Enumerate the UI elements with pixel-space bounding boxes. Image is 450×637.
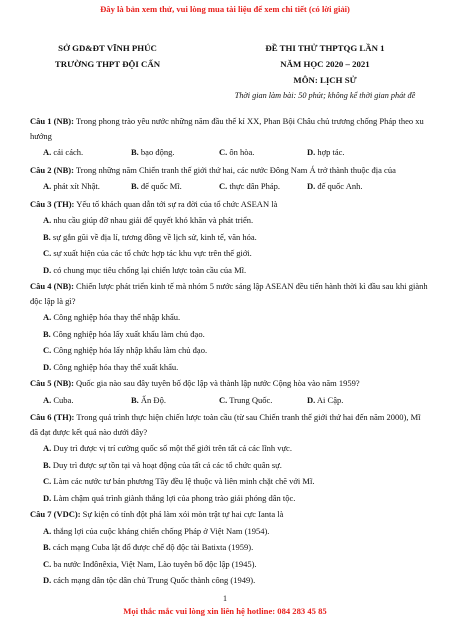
option-letter: B. <box>43 542 51 552</box>
question-number: Câu 1 (NB): <box>30 116 74 126</box>
bottom-banner: Mọi thắc mắc vui lòng xin liên hệ hotline: 084 283 45 85 <box>123 606 327 616</box>
option-text: hợp tác. <box>317 147 345 157</box>
option-letter: B. <box>43 231 51 242</box>
answer-option <box>307 179 395 194</box>
question-text <box>30 197 430 212</box>
department-name: SỞ GD&ĐT VĨNH PHÚC <box>58 43 157 53</box>
answer-option <box>43 393 131 408</box>
option-letter: D. <box>307 147 316 157</box>
option-letter: B. <box>43 459 51 470</box>
answer-options-row <box>30 393 430 408</box>
option-text: bạo động. <box>140 147 175 157</box>
option-letter: C. <box>43 558 52 569</box>
option-letter: C. <box>219 147 228 157</box>
answer-option <box>30 263 430 278</box>
option-letter: D. <box>43 575 52 585</box>
time-note: Thời gian làm bài: 50 phút; không kể thời gian phát đề <box>234 91 416 100</box>
subject: MÔN: LỊCH SỬ <box>293 75 357 85</box>
question-text <box>30 279 430 308</box>
answer-option <box>30 474 430 489</box>
option-letter: D. <box>43 361 52 372</box>
answer-option <box>30 458 430 473</box>
question-number: Câu 5 (NB): <box>30 378 74 388</box>
option-text: Duy trì được sự tồn tại và hoạt động của tất cả các tổ chức quân sự. <box>52 459 282 470</box>
question-number: Câu 3 (TH): <box>30 198 75 209</box>
answer-option <box>30 491 430 506</box>
option-text: đế quốc Mĩ. <box>140 181 182 191</box>
option-letter: B. <box>43 328 51 339</box>
answer-option <box>30 360 430 375</box>
answer-options-row <box>30 179 430 194</box>
answer-option <box>30 230 430 245</box>
option-text: phát xít Nhật. <box>53 181 100 191</box>
page-number: 1 <box>223 594 227 603</box>
option-text: Trung Quốc. <box>229 394 273 405</box>
option-text: sự gắn gũi về địa lí, tương đồng về lịch sử, kinh tế, văn hóa. <box>52 231 257 242</box>
option-letter: A. <box>43 147 52 157</box>
question-body: Trong phong trào yêu nước những năm đầu thế kỉ XX, Phan Bội Châu chủ trương chống Pháp theo xu hướng <box>30 116 424 141</box>
answer-option <box>30 573 430 588</box>
option-text: Công nghiệp hóa thay thế xuất khẩu. <box>53 361 179 372</box>
answer-option <box>30 343 430 358</box>
answer-option <box>307 393 395 408</box>
question-body: Chiến lược phát triển kinh tế mà nhóm 5 nước sáng lập ASEAN đều tiến hành thời kì đầu sau khi giành độc lập là gì? <box>30 281 428 306</box>
answer-option <box>30 540 430 555</box>
question-body: Trong quá trình thực hiện chiến lược toàn cầu (từ sau Chiến tranh thế giới thứ hai đến năm 2000), Mĩ đã đạt được kết quả nào dưới đây? <box>30 412 421 437</box>
option-letter: D. <box>43 264 52 275</box>
option-text: Duy trì được vị trí cường quốc số một thế giới trên tất cả các lĩnh vực. <box>53 443 292 453</box>
exam-header <box>0 40 450 110</box>
answer-option <box>30 327 430 342</box>
question-text <box>30 114 430 143</box>
option-letter: C. <box>219 181 228 191</box>
option-text: Công nghiệp hóa thay thế nhập khẩu. <box>53 312 181 322</box>
option-letter: A. <box>43 525 52 536</box>
option-letter: D. <box>43 492 52 503</box>
exam-info <box>205 40 445 104</box>
option-letter: B. <box>131 147 139 157</box>
question-body: Sự kiện có tính đột phá làm xói mòn trật tự hai cực Ianta là <box>82 509 284 519</box>
option-text: ba nước Inđônêxia, Việt Nam, Lào tuyên bố độc lập (1945). <box>53 558 257 569</box>
answer-option <box>30 441 430 456</box>
question-body: Yếu tố khách quan dẫn tới sự ra đời của tổ chức ASEAN là <box>76 198 278 209</box>
answer-option <box>43 179 131 194</box>
option-letter: D. <box>307 181 316 191</box>
answer-option <box>30 557 430 572</box>
option-text: cách mạng Cuba lật đổ được chế độ độc tài Batixta (1959). <box>52 542 254 552</box>
option-text: đế quốc Anh. <box>317 181 363 191</box>
option-letter: A. <box>43 443 52 453</box>
option-letter: A. <box>43 394 52 405</box>
answer-option <box>30 246 430 261</box>
option-text: thực dân Pháp. <box>229 181 281 191</box>
option-text: Ai Cập. <box>316 394 344 405</box>
exam-title: ĐỀ THI THỬ THPTQG LẦN 1 <box>265 43 385 53</box>
answer-option <box>219 179 307 194</box>
option-text: Ấn Độ. <box>140 394 166 405</box>
option-letter: A. <box>43 215 52 225</box>
school-info <box>0 40 215 72</box>
answer-option <box>219 145 307 160</box>
option-text: Công nghiệp hóa lấy nhập khẩu làm chủ đạo. <box>53 345 208 355</box>
option-letter: A. <box>43 312 52 322</box>
option-letter: B. <box>131 181 139 191</box>
option-text: thắng lợi của cuộc kháng chiến chống Pháp ở Việt Nam (1954). <box>53 525 270 536</box>
option-text: cải cách. <box>53 147 84 157</box>
question-number: Câu 6 (TH): <box>30 412 75 422</box>
question-body: Trong những năm Chiến tranh thế giới thứ hai, các nước Đông Nam Á trở thành thuộc địa của <box>75 164 396 175</box>
option-text: Cuba. <box>53 394 74 405</box>
answer-option <box>307 145 395 160</box>
option-letter: C. <box>43 476 52 486</box>
question-body: Quốc gia nào sau đây tuyên bố độc lập và thành lập nước Cộng hòa vào năm 1959? <box>76 378 360 388</box>
school-name: TRƯỜNG THPT ĐỘI CẤN <box>54 59 161 69</box>
question-number: Câu 2 (NB): <box>30 164 74 175</box>
option-letter: C. <box>43 248 52 258</box>
answer-option <box>30 213 430 228</box>
question-text <box>30 376 430 391</box>
answer-option <box>219 393 307 408</box>
answer-option <box>30 310 430 325</box>
option-letter: C. <box>43 345 52 355</box>
answer-option <box>30 524 430 539</box>
answer-options-row <box>30 145 430 160</box>
top-banner: Đây là bản xem thử, vui lòng mua tài liệu để xem chi tiết (có lời giải) <box>100 4 350 14</box>
question-number: Câu 4 (NB): <box>30 281 74 291</box>
school-year: NĂM HỌC 2020 – 2021 <box>280 59 370 69</box>
option-text: cách mạng dân tộc dân chủ Trung Quốc thành công (1949). <box>53 575 256 585</box>
question-text <box>30 410 430 439</box>
answer-option <box>131 145 219 160</box>
option-letter: C. <box>219 394 228 405</box>
option-letter: B. <box>131 394 139 405</box>
option-text: nhu cầu giúp đỡ nhau giải để quyết khó khăn và phát triển. <box>53 215 254 225</box>
option-text: Công nghiệp hóa lấy xuất khẩu làm chủ đạo. <box>52 328 205 339</box>
question-text <box>30 507 430 522</box>
option-letter: A. <box>43 181 52 191</box>
option-text: ôn hòa. <box>229 147 255 157</box>
option-text: Làm các nước tư bản phương Tây đều lệ thuộc và liên minh chặt chẽ với Mĩ. <box>53 476 315 486</box>
question-text <box>30 163 430 178</box>
question-number: Câu 7 (VDC): <box>30 509 81 519</box>
question-list <box>30 114 430 590</box>
answer-option <box>43 145 131 160</box>
option-text: sự xuất hiện của các tổ chức hợp tác khu vực trên thế giới. <box>53 248 252 258</box>
option-text: Làm chậm quá trình giành thắng lợi của phong trào giải phóng dân tộc. <box>53 492 296 503</box>
answer-option <box>131 179 219 194</box>
answer-option <box>131 393 219 408</box>
option-letter: D. <box>307 394 316 405</box>
option-text: có chung mục tiêu chống lại chiến lược toàn cầu của Mĩ. <box>53 264 247 275</box>
